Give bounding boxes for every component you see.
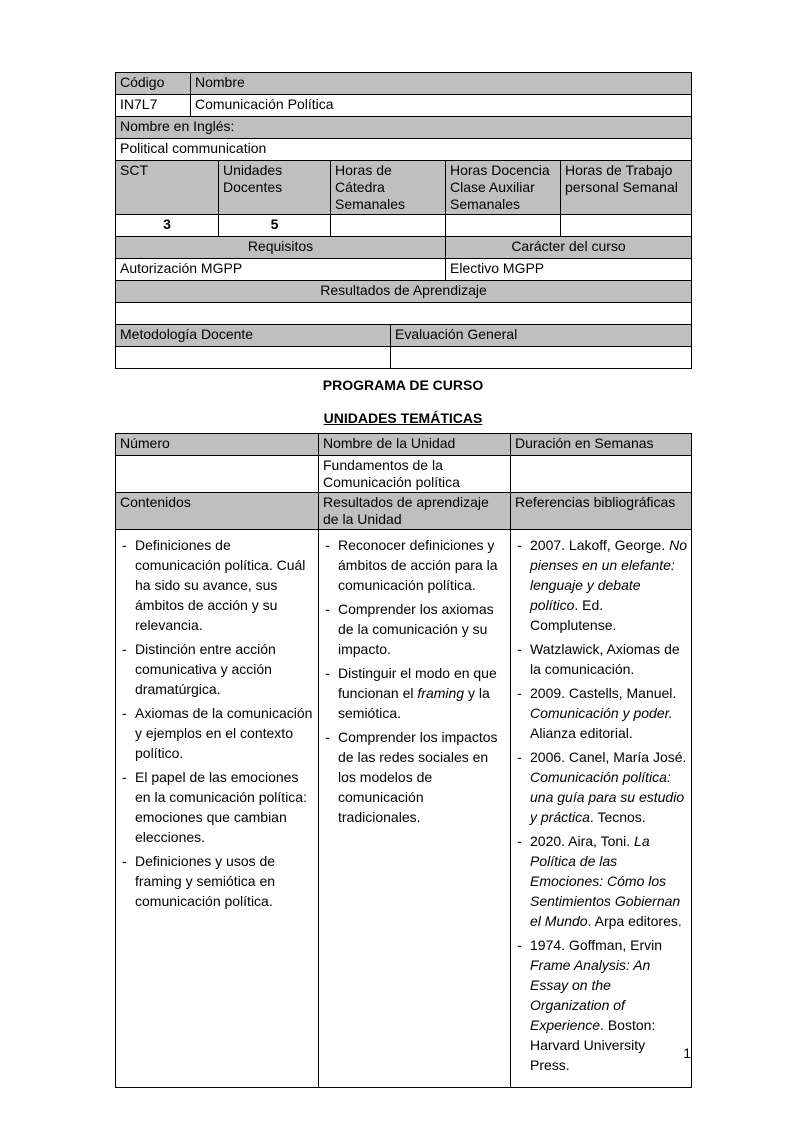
table-row — [116, 95, 692, 117]
list-item-text: Comprender los impactos de las redes sociales en los modelos de comunicación tradicionales. — [338, 729, 498, 825]
bullet-dash: - — [517, 749, 522, 765]
bullet-dash: - — [325, 537, 330, 553]
nombre-ingles-label-cell: Nombre en Inglés: — [116, 117, 692, 139]
list-item-text: 2009. Castells, Manuel. Comunicación y poder. Alianza editorial. — [530, 685, 677, 741]
list-item — [119, 535, 315, 635]
page-number: 1 — [683, 1045, 691, 1061]
table-row — [116, 259, 692, 281]
referencias-header-cell: Referencias bibliográficas — [511, 493, 692, 530]
program-title: PROGRAMA DE CURSO — [322, 377, 484, 393]
nombre-ingles-value-cell: Political communication — [116, 139, 692, 161]
horas-docencia-label-cell: Horas Docencia Clase Auxiliar Semanales — [446, 161, 561, 215]
sct-label-cell: SCT — [116, 161, 219, 215]
list-item — [322, 599, 507, 659]
units-title: UNIDADES TEMÁTICAS — [323, 410, 483, 426]
bullet-dash: - — [517, 685, 522, 701]
referencias-list — [514, 535, 688, 1075]
list-item-text: 2020. Aira, Toni. La Política de las Emociones: Cómo los Sentimientos Gobiernan el Mundo. Arpa editores. — [530, 833, 682, 929]
table-row — [116, 456, 692, 493]
list-item — [119, 639, 315, 699]
resultados-list — [322, 535, 507, 827]
table-row — [116, 530, 692, 1088]
list-item-text: 1974. Goffman, Ervin Frame Analysis: An Essay on the Organization of Experience. Boston: Harvard University Press. — [530, 937, 663, 1073]
bullet-dash: - — [517, 833, 522, 849]
resultados-label-cell: Resultados de Aprendizaje — [116, 281, 692, 303]
duracion-value-cell — [511, 456, 692, 493]
caracter-value-cell: Electivo MGPP — [446, 259, 692, 281]
bullet-dash: - — [517, 937, 522, 953]
table-row — [116, 303, 692, 325]
list-item — [514, 747, 688, 827]
unit-name-cell: Fundamentos de la Comunicación política — [319, 456, 511, 493]
course-info-table — [115, 72, 692, 369]
list-item — [514, 639, 688, 679]
numero-value-cell — [116, 456, 319, 493]
list-item-text: 2007. Lakoff, George. No pienses en un elefante: lenguaje y debate político. Ed. Complutense. — [530, 537, 687, 633]
unidades-docentes-value-cell: 5 — [219, 215, 331, 237]
list-item-text: Watzlawick, Axiomas de la comunicación. — [530, 641, 680, 677]
evaluacion-label-cell: Evaluación General — [391, 325, 692, 347]
nombre-value-cell: Comunicación Política — [191, 95, 692, 117]
numero-header-cell: Número — [116, 434, 319, 456]
horas-trabajo-value-cell — [561, 215, 692, 237]
list-item-text: Comprender los axiomas de la comunicación y su impacto. — [338, 601, 494, 657]
unidades-docentes-label-cell: Unidades Docentes — [219, 161, 331, 215]
table-row — [116, 161, 692, 215]
list-item — [514, 831, 688, 931]
caracter-label-cell: Carácter del curso — [446, 237, 692, 259]
table-row — [116, 434, 692, 456]
table-row — [116, 215, 692, 237]
document-content — [115, 72, 691, 1088]
table-row — [116, 347, 692, 369]
bullet-dash: - — [325, 601, 330, 617]
list-item — [119, 851, 315, 911]
list-item — [322, 535, 507, 595]
nombre-unidad-header-cell: Nombre de la Unidad — [319, 434, 511, 456]
list-item-text: Distinción entre acción comunicativa y acción dramatúrgica. — [135, 641, 276, 697]
horas-catedra-value-cell — [331, 215, 446, 237]
horas-docencia-value-cell — [446, 215, 561, 237]
table-row — [116, 493, 692, 530]
table-row — [116, 325, 692, 347]
contenidos-list — [119, 535, 315, 911]
contenidos-header-cell: Contenidos — [116, 493, 319, 530]
codigo-value-cell: IN7L7 — [116, 95, 191, 117]
bullet-dash: - — [325, 665, 330, 681]
metodologia-value-cell — [116, 347, 391, 369]
table-row — [116, 281, 692, 303]
resultados-header-cell: Resultados de aprendizaje de la Unidad — [319, 493, 511, 530]
bullet-dash: - — [122, 769, 127, 785]
table-row — [116, 237, 692, 259]
horas-catedra-label-cell: Horas de Cátedra Semanales — [331, 161, 446, 215]
evaluacion-value-cell — [391, 347, 692, 369]
requisitos-label-cell: Requisitos — [116, 237, 446, 259]
list-item-text: El papel de las emociones en la comunicación política: emociones que cambian elecciones. — [135, 769, 307, 845]
metodologia-label-cell: Metodología Docente — [116, 325, 391, 347]
list-item — [119, 703, 315, 763]
referencias-list-cell — [511, 530, 692, 1088]
bullet-dash: - — [517, 537, 522, 553]
sct-value-cell: 3 — [116, 215, 219, 237]
bullet-dash: - — [122, 641, 127, 657]
list-item-text: 2006. Canel, María José. Comunicación política: una guía para su estudio y práctica. Tecnos. — [530, 749, 687, 825]
horas-trabajo-label-cell: Horas de Trabajo personal Semanal — [561, 161, 692, 215]
contenidos-list-cell — [116, 530, 319, 1088]
list-item-text: Axiomas de la comunicación y ejemplos en el contexto político. — [135, 705, 313, 761]
table-row — [116, 117, 692, 139]
units-table — [115, 433, 692, 1088]
table-row — [116, 73, 692, 95]
bullet-dash: - — [122, 853, 127, 869]
nombre-label-cell: Nombre — [191, 73, 692, 95]
list-item-text: Distinguir el modo en que funcionan el framing y la semiótica. — [338, 665, 497, 721]
requisitos-value-cell: Autorización MGPP — [116, 259, 446, 281]
list-item — [119, 767, 315, 847]
bullet-dash: - — [325, 729, 330, 745]
list-item-text: Reconocer definiciones y ámbitos de acción para la comunicación política. — [338, 537, 498, 593]
list-item-text: Definiciones y usos de framing y semiótica en comunicación política. — [135, 853, 276, 909]
list-item — [322, 663, 507, 723]
duracion-header-cell: Duración en Semanas — [511, 434, 692, 456]
table-row — [116, 139, 692, 161]
bullet-dash: - — [122, 705, 127, 721]
resultados-value-cell — [116, 303, 692, 325]
bullet-dash: - — [122, 537, 127, 553]
resultados-list-cell — [319, 530, 511, 1088]
list-item — [322, 727, 507, 827]
codigo-label-cell: Código — [116, 73, 191, 95]
bullet-dash: - — [517, 641, 522, 657]
list-item — [514, 683, 688, 743]
list-item-text: Definiciones de comunicación política. Cuál ha sido su avance, sus ámbitos de acción y su relevancia. — [135, 537, 306, 633]
list-item — [514, 535, 688, 635]
